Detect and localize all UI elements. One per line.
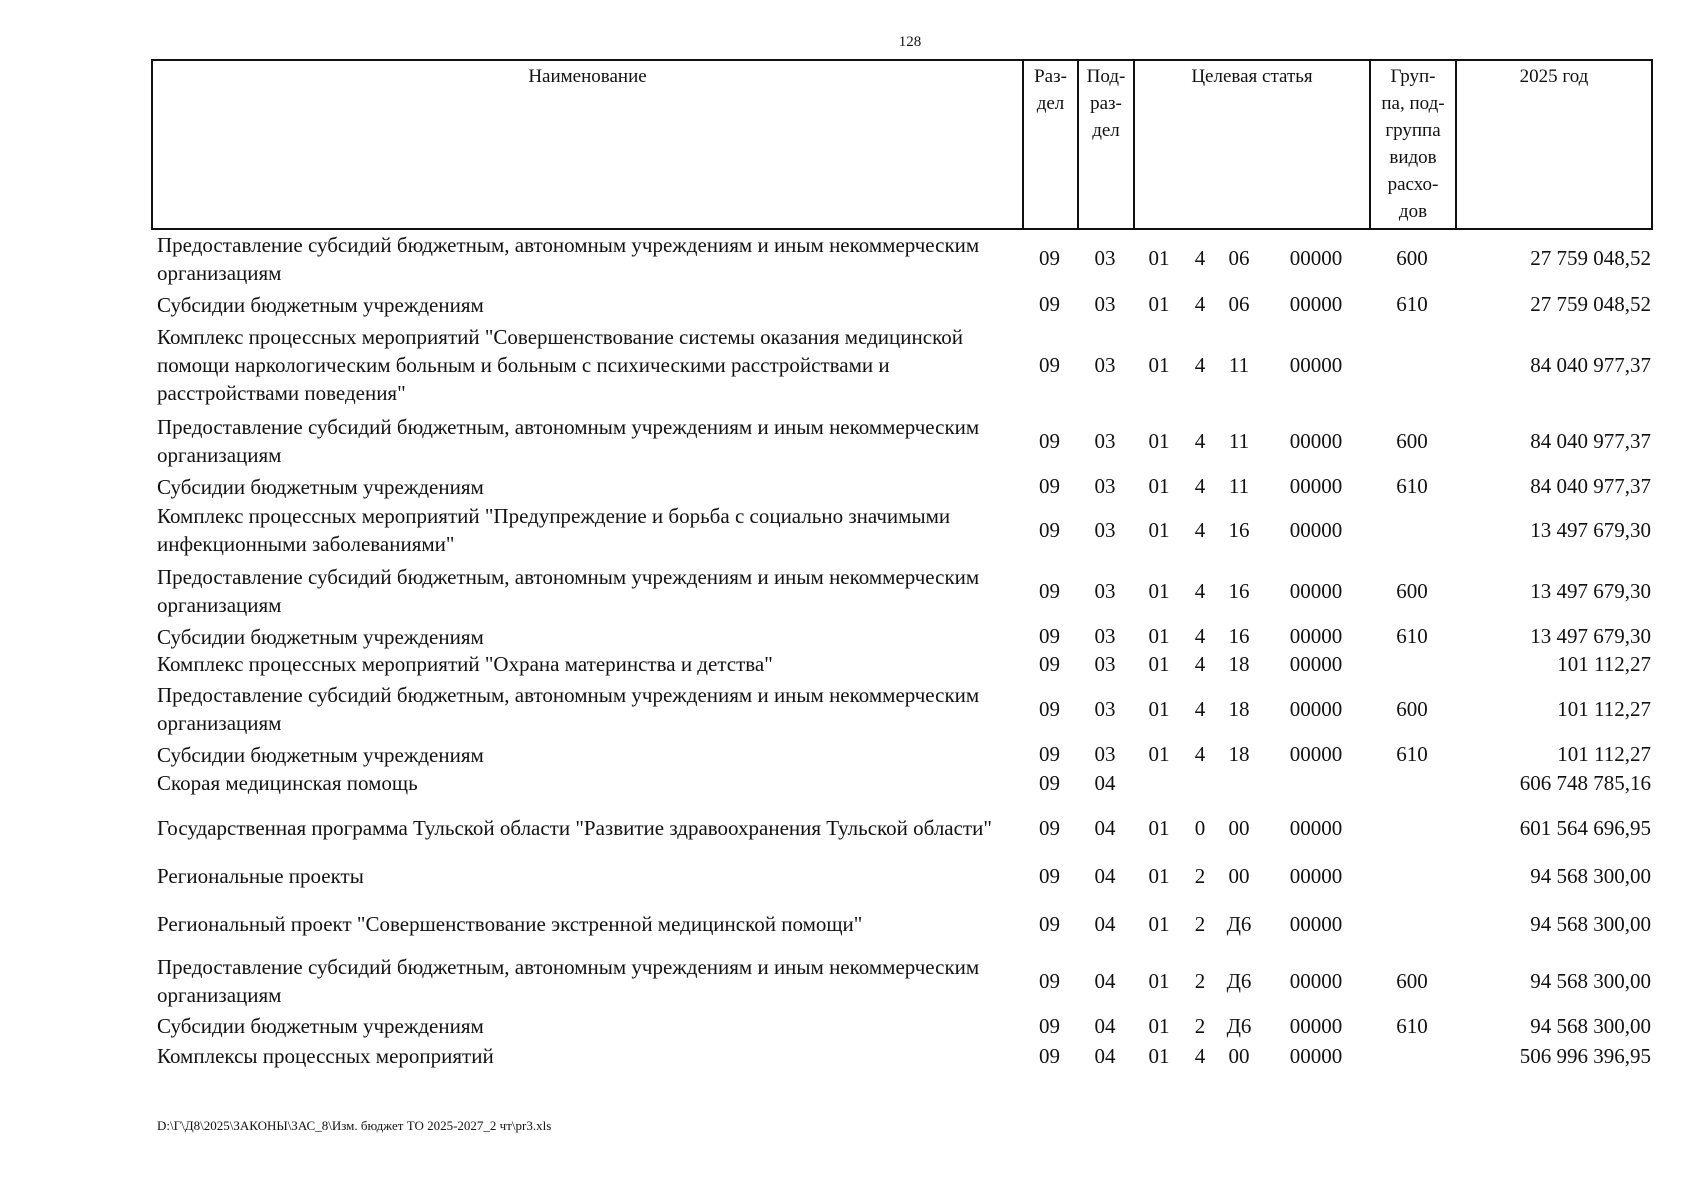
table-header — [151, 59, 1653, 230]
table-row — [151, 501, 1653, 559]
target-program-cell: 01 — [1148, 911, 1170, 936]
target-direction-cell: 00 — [1228, 1043, 1250, 1068]
amount-cell: 94 568 300,00 — [1530, 1013, 1651, 1038]
amount-cell: 84 040 977,37 — [1530, 474, 1651, 498]
section-cell: 09 — [1039, 770, 1060, 795]
amount-cell: 94 568 300,00 — [1530, 968, 1651, 993]
amount-cell: 101 112,27 — [1557, 696, 1651, 721]
header-section-line: Раз- — [1034, 66, 1067, 87]
section-cell: 09 — [1039, 911, 1060, 936]
amount-cell: 101 112,27 — [1557, 651, 1651, 676]
header-subsection — [1079, 61, 1135, 228]
target-code-cell: 00000 — [1289, 1043, 1343, 1068]
name-cell: Государственная программа Тульской области "Развитие здравоохранения Тульской области" — [157, 816, 992, 840]
expense-group-cell — [1369, 1042, 1455, 1070]
section-cell: 09 — [1039, 352, 1060, 377]
target-program-cell: 01 — [1148, 474, 1170, 498]
header-section — [1024, 61, 1079, 228]
subsection-cell: 03 — [1094, 624, 1116, 648]
section-cell: 09 — [1039, 1043, 1060, 1068]
target-type-cell: 4 — [1194, 352, 1206, 377]
target-program-cell: 01 — [1148, 428, 1170, 453]
name-cell: Субсидии бюджетным учреждениям — [157, 474, 484, 499]
target-direction-cell: 11 — [1228, 428, 1250, 453]
name-cell: Комплекс процессных мероприятий "Совершенствование системы оказания медицинской помощи наркологическим больным и больным с психическими расстройствами и расстройствами поведения" — [157, 325, 963, 405]
amount-cell: 27 759 048,52 — [1530, 292, 1651, 316]
target-direction-cell: 18 — [1228, 651, 1250, 676]
subsection-cell: 03 — [1094, 578, 1116, 603]
target-type-cell: 4 — [1194, 578, 1206, 603]
expense-group-cell: 610 — [1396, 624, 1428, 648]
target-code-cell: 00000 — [1289, 911, 1343, 936]
name-cell: Субсидии бюджетным учреждениям — [157, 292, 484, 317]
header-target-article — [1135, 61, 1371, 228]
amount-cell: 101 112,27 — [1557, 742, 1651, 766]
expense-group-cell — [1369, 898, 1455, 950]
target-program-cell — [1133, 769, 1185, 797]
amount-cell: 601 564 696,95 — [1519, 815, 1651, 840]
target-direction-cell: 00 — [1228, 815, 1250, 840]
header-name-label: Наименование — [528, 66, 647, 87]
expense-group-cell — [1369, 650, 1455, 678]
section-cell: 09 — [1039, 578, 1060, 603]
target-code-cell: 00000 — [1289, 863, 1343, 888]
name-cell: Предоставление субсидий бюджетным, автономным учреждениям и иным некоммерческим организациям — [157, 415, 980, 467]
expense-group-cell — [1369, 321, 1455, 409]
expense-group-cell: 600 — [1396, 578, 1428, 603]
table-row — [151, 952, 1653, 1010]
expense-group-cell: 610 — [1396, 1013, 1428, 1038]
expense-group-cell: 600 — [1396, 428, 1428, 453]
section-cell: 09 — [1039, 742, 1060, 766]
target-type-cell: 2 — [1194, 968, 1206, 993]
name-cell: Комплекс процессных мероприятий "Охрана материнства и детства" — [157, 652, 773, 676]
table-row — [151, 230, 1653, 287]
subsection-cell: 03 — [1094, 246, 1116, 270]
expense-group-cell: 600 — [1396, 696, 1428, 721]
target-type-cell: 4 — [1194, 246, 1206, 270]
target-direction-cell: Д6 — [1226, 1013, 1252, 1038]
subsection-cell: 04 — [1094, 911, 1116, 936]
target-direction-cell: Д6 — [1226, 968, 1252, 993]
target-type-cell: 4 — [1194, 292, 1206, 316]
amount-cell: 27 759 048,52 — [1530, 246, 1651, 270]
header-target-article-label: Целевая статья — [1191, 66, 1313, 87]
target-type-cell: 2 — [1194, 911, 1206, 936]
target-type-cell: 4 — [1194, 428, 1206, 453]
header-name — [153, 61, 1024, 228]
header-section-line: дел — [1036, 93, 1065, 114]
target-type-cell: 4 — [1194, 474, 1206, 498]
amount-cell: 94 568 300,00 — [1530, 911, 1651, 936]
header-year-label: 2025 год — [1519, 66, 1589, 87]
target-direction-cell: 16 — [1228, 578, 1250, 603]
expense-group-cell — [1369, 501, 1455, 559]
target-type-cell: 0 — [1194, 815, 1206, 840]
header-group-line: Груп- — [1390, 66, 1436, 87]
target-direction-cell: 18 — [1228, 742, 1250, 766]
table-row — [151, 650, 1653, 678]
target-direction-cell: 06 — [1228, 292, 1250, 316]
table-row — [151, 473, 1653, 500]
table-row — [151, 769, 1653, 797]
target-direction-cell: 11 — [1228, 474, 1250, 498]
expense-group-cell — [1369, 800, 1455, 856]
header-group-line: группа — [1385, 120, 1441, 141]
header-group-line: па, под- — [1381, 93, 1445, 114]
target-program-cell: 01 — [1148, 651, 1170, 676]
target-program-cell: 01 — [1148, 578, 1170, 603]
target-code-cell: 00000 — [1289, 968, 1343, 993]
section-cell: 09 — [1039, 1013, 1060, 1038]
target-direction-cell: 06 — [1228, 246, 1250, 270]
name-cell: Предоставление субсидий бюджетным, автономным учреждениям и иным некоммерческим организациям — [157, 565, 980, 617]
amount-cell: 94 568 300,00 — [1530, 863, 1651, 888]
target-code-cell: 00000 — [1289, 428, 1343, 453]
expense-group-cell — [1369, 859, 1455, 893]
header-group-line: расхо- — [1387, 174, 1439, 195]
target-code-cell: 00000 — [1289, 517, 1343, 542]
section-cell: 09 — [1039, 474, 1060, 498]
subsection-cell: 04 — [1094, 863, 1116, 888]
target-type-cell: 4 — [1194, 696, 1206, 721]
table-row — [151, 412, 1653, 470]
target-code-cell: 00000 — [1289, 815, 1343, 840]
table-row — [151, 800, 1653, 856]
amount-cell: 13 497 679,30 — [1530, 578, 1651, 603]
table-row — [151, 623, 1653, 650]
target-direction-cell: 16 — [1228, 517, 1250, 542]
table-row — [151, 562, 1653, 620]
target-direction-cell: 11 — [1228, 352, 1250, 377]
section-cell: 09 — [1039, 863, 1060, 888]
section-cell: 09 — [1039, 624, 1060, 648]
subsection-cell: 04 — [1094, 815, 1116, 840]
target-code-cell: 00000 — [1289, 742, 1343, 766]
expense-group-cell: 610 — [1396, 742, 1428, 766]
amount-cell: 13 497 679,30 — [1530, 624, 1651, 648]
target-direction-cell: 16 — [1228, 624, 1250, 648]
section-cell: 09 — [1039, 651, 1060, 676]
section-cell: 09 — [1039, 968, 1060, 993]
amount-cell: 84 040 977,37 — [1530, 428, 1651, 453]
name-cell: Региональный проект "Совершенствование экстренной медицинской помощи" — [157, 912, 863, 936]
section-cell: 09 — [1039, 696, 1060, 721]
table-row — [151, 898, 1653, 950]
target-program-cell: 01 — [1148, 1013, 1170, 1038]
target-program-cell: 01 — [1148, 292, 1170, 316]
name-cell: Скорая медицинская помощь — [157, 771, 418, 795]
target-direction-cell: 18 — [1228, 696, 1250, 721]
amount-cell: 13 497 679,30 — [1530, 517, 1651, 542]
target-code-cell: 00000 — [1289, 624, 1343, 648]
table-row — [151, 680, 1653, 738]
table-row — [151, 321, 1653, 409]
header-subsection-line: дел — [1092, 120, 1120, 141]
target-program-cell: 01 — [1148, 863, 1170, 888]
target-type-cell: 2 — [1194, 1013, 1206, 1038]
amount-cell: 506 996 396,95 — [1519, 1043, 1651, 1068]
amount-cell: 84 040 977,37 — [1530, 352, 1651, 377]
subsection-cell: 04 — [1094, 1043, 1116, 1068]
subsection-cell: 03 — [1094, 292, 1116, 316]
subsection-cell: 04 — [1094, 968, 1116, 993]
subsection-cell: 03 — [1094, 696, 1116, 721]
name-cell: Комплексы процессных мероприятий — [157, 1044, 494, 1068]
expense-group-cell — [1369, 769, 1455, 797]
target-type-cell: 4 — [1194, 517, 1206, 542]
target-direction-cell: Д6 — [1226, 911, 1252, 936]
target-code-cell: 00000 — [1289, 352, 1343, 377]
target-type-cell: 2 — [1194, 863, 1206, 888]
target-program-cell: 01 — [1148, 624, 1170, 648]
table-row — [151, 859, 1653, 893]
target-code-cell: 00000 — [1289, 1013, 1343, 1038]
section-cell: 09 — [1039, 517, 1060, 542]
target-program-cell: 01 — [1148, 517, 1170, 542]
table-row — [151, 1042, 1653, 1070]
subsection-cell: 03 — [1094, 352, 1116, 377]
page-number: 128 — [898, 34, 922, 50]
target-program-cell: 01 — [1148, 246, 1170, 270]
table-row — [151, 741, 1653, 768]
target-code-cell: 00000 — [1289, 474, 1343, 498]
target-type-cell: 4 — [1194, 651, 1206, 676]
target-code-cell: 00000 — [1289, 578, 1343, 603]
target-type-cell: 4 — [1194, 624, 1206, 648]
target-program-cell: 01 — [1148, 1043, 1170, 1068]
header-expense-group — [1371, 61, 1457, 228]
target-program-cell: 01 — [1148, 742, 1170, 766]
name-cell: Субсидии бюджетным учреждениям — [157, 1014, 484, 1038]
header-subsection-line: Под- — [1086, 66, 1126, 87]
amount-cell: 606 748 785,16 — [1519, 770, 1651, 795]
target-direction-cell: 00 — [1228, 863, 1250, 888]
name-cell: Предоставление субсидий бюджетным, автономным учреждениям и иным некоммерческим организациям — [157, 955, 980, 1007]
target-type-cell — [1185, 769, 1215, 797]
name-cell: Предоставление субсидий бюджетным, автономным учреждениям и иным некоммерческим организациям — [157, 232, 980, 285]
expense-group-cell: 600 — [1396, 968, 1428, 993]
expense-group-cell: 600 — [1396, 246, 1428, 270]
section-cell: 09 — [1039, 815, 1060, 840]
target-program-cell: 01 — [1148, 968, 1170, 993]
subsection-cell: 04 — [1094, 1013, 1116, 1038]
target-type-cell: 4 — [1194, 742, 1206, 766]
section-cell: 09 — [1039, 428, 1060, 453]
table-row — [151, 1012, 1653, 1040]
subsection-cell: 03 — [1094, 474, 1116, 498]
target-program-cell: 01 — [1148, 815, 1170, 840]
subsection-cell: 03 — [1094, 742, 1116, 766]
expense-group-cell: 610 — [1396, 292, 1428, 316]
target-code-cell: 00000 — [1289, 696, 1343, 721]
subsection-cell: 03 — [1094, 428, 1116, 453]
target-direction-cell — [1215, 769, 1263, 797]
subsection-cell: 04 — [1094, 770, 1116, 795]
header-group-line: видов — [1389, 147, 1437, 168]
section-cell: 09 — [1039, 292, 1060, 316]
name-cell: Субсидии бюджетным учреждениям — [157, 624, 484, 649]
name-cell: Предоставление субсидий бюджетным, автономным учреждениям и иным некоммерческим организациям — [157, 683, 980, 735]
expense-group-cell: 610 — [1396, 474, 1428, 498]
header-subsection-line: раз- — [1090, 93, 1122, 114]
target-type-cell: 4 — [1194, 1043, 1206, 1068]
target-code-cell: 00000 — [1289, 292, 1343, 316]
file-path-footer: D:\Г\Д8\2025\ЗАКОНЫ\ЗАС_8\Изм. бюджет ТО 2025-2027_2 чт\pr3.xls — [157, 1118, 552, 1133]
table-row — [151, 290, 1653, 319]
subsection-cell: 03 — [1094, 517, 1116, 542]
section-cell: 09 — [1039, 246, 1060, 270]
header-year — [1457, 61, 1651, 228]
target-code-cell: 00000 — [1289, 651, 1343, 676]
target-program-cell: 01 — [1148, 352, 1170, 377]
header-group-line: дов — [1398, 201, 1428, 222]
name-cell: Региональные проекты — [157, 864, 364, 888]
target-code-cell: 00000 — [1289, 246, 1343, 270]
subsection-cell: 03 — [1094, 651, 1116, 676]
target-program-cell: 01 — [1148, 696, 1170, 721]
target-code-cell — [1263, 769, 1369, 797]
name-cell: Комплекс процессных мероприятий "Предупреждение и борьба с социально значимыми инфекционными заболеваниями" — [157, 504, 951, 556]
name-cell: Субсидии бюджетным учреждениям — [157, 742, 484, 767]
